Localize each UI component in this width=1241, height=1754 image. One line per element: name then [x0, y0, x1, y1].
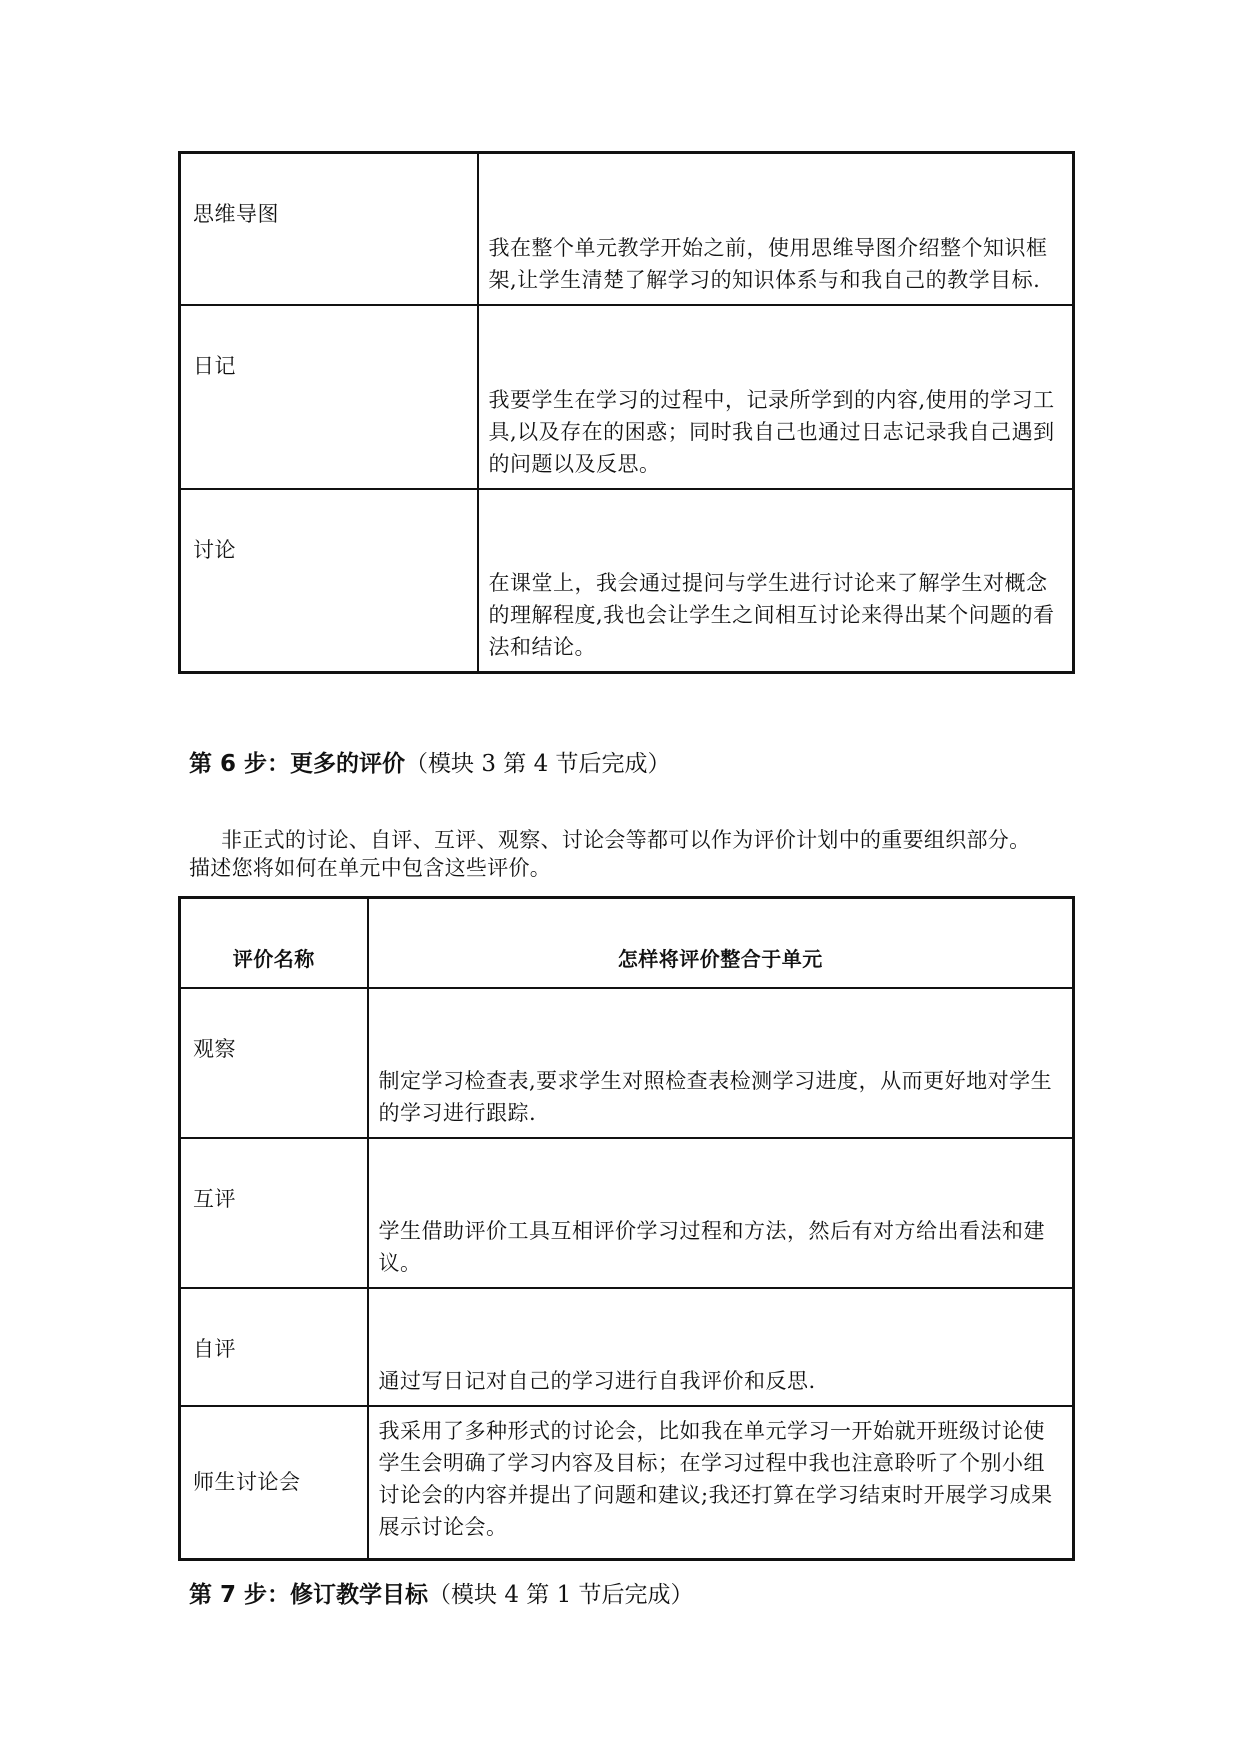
assessment-description: 学生借助评价工具互相评价学习过程和方法，然后有对方给出看法和建议。: [368, 1138, 1074, 1288]
intro-line-2: 描述您将如何在单元中包含这些评价。: [189, 856, 552, 880]
table-row: [180, 153, 1074, 305]
strategy-name: 讨论: [180, 489, 478, 673]
strategy-description: 在课堂上，我会通过提问与学生进行讨论来了解学生对概念的理解程度,我也会让学生之间相互讨论来得出某个问题的看法和结论。: [478, 489, 1074, 673]
strategy-name: 日记: [180, 305, 478, 489]
step6-title: 第 6 步：更多的评价: [189, 751, 406, 777]
strategy-name: 思维导图: [180, 153, 478, 305]
table-row: [180, 1138, 1074, 1288]
strategy-table: [178, 151, 1075, 674]
assessment-description: 制定学习检查表,要求学生对照检查表检测学习进度，从而更好地对学生的学习进行跟踪.: [368, 988, 1074, 1138]
assessment-table: [178, 896, 1075, 1561]
step6-heading: [189, 745, 671, 778]
table-header-row: [180, 898, 1074, 988]
table-row: [180, 1406, 1074, 1560]
intro-line-1: 非正式的讨论、自评、互评、观察、讨论会等都可以作为评价计划中的重要组织部分。: [221, 828, 1031, 852]
column-header-name: 评价名称: [180, 898, 368, 988]
table-row: [180, 305, 1074, 489]
table-row: [180, 1288, 1074, 1406]
assessment-name: 自评: [180, 1288, 368, 1406]
strategy-description: 我在整个单元教学开始之前，使用思维导图介绍整个知识框架,让学生清楚了解学习的知识体系与和我自己的教学目标.: [478, 153, 1074, 305]
assessment-description: 我采用了多种形式的讨论会，比如我在单元学习一开始就开班级讨论使学生会明确了学习内容及目标；在学习过程中我也注意聆听了个别小组讨论会的内容并提出了问题和建议;我还打算在学习结束时开展学习成果展示讨论会。: [368, 1406, 1074, 1560]
step6-note: （模块 3 第 4 节后完成）: [405, 751, 671, 777]
assessment-intro: [189, 826, 1069, 882]
step7-title: 第 7 步：修订教学目标: [189, 1582, 429, 1608]
strategy-description: 我要学生在学习的过程中，记录所学到的内容,使用的学习工具,以及存在的困惑；同时我自己也通过日志记录我自己遇到的问题以及反思。: [478, 305, 1074, 489]
table-row: [180, 489, 1074, 673]
assessment-description: 通过写日记对自己的学习进行自我评价和反思.: [368, 1288, 1074, 1406]
step7-note: （模块 4 第 1 节后完成）: [428, 1582, 694, 1608]
step7-heading: [189, 1576, 694, 1609]
assessment-name: 互评: [180, 1138, 368, 1288]
assessment-name: 观察: [180, 988, 368, 1138]
column-header-integration: 怎样将评价整合于单元: [368, 898, 1074, 988]
table-row: [180, 988, 1074, 1138]
assessment-name: 师生讨论会: [180, 1406, 368, 1560]
